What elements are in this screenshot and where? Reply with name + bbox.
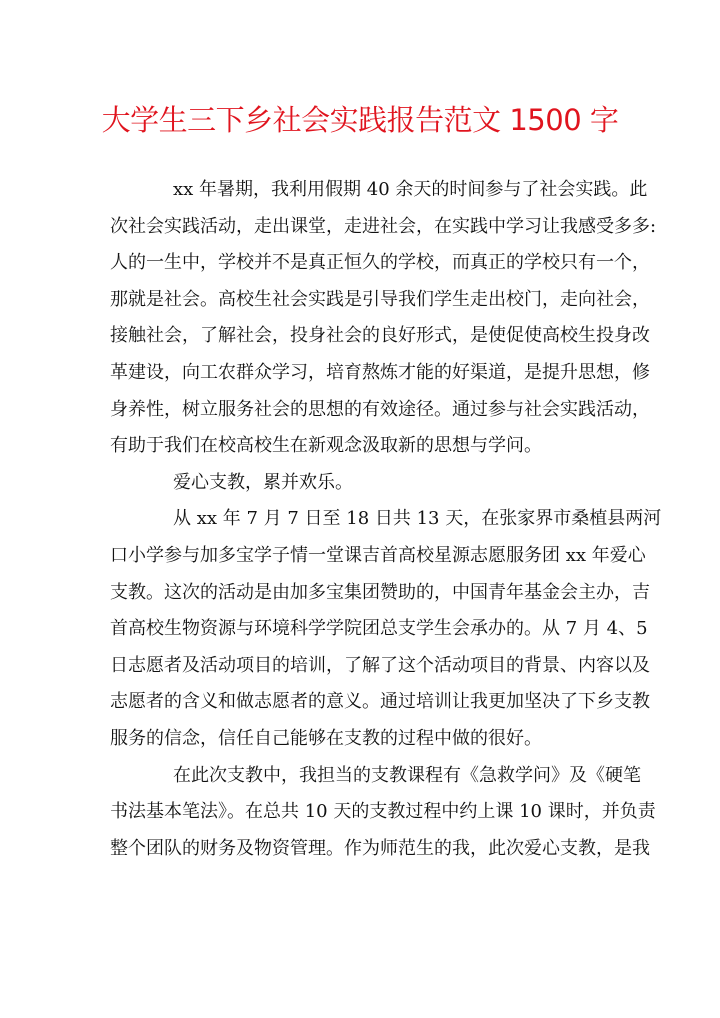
text-line: 接触社会，了解社会，投身社会的良好形式，是使促使高校生投身改	[110, 325, 650, 347]
text-line: 那就是社会。高校生社会实践是引导我们学生走出校门，走向社会，	[110, 288, 650, 310]
text-line: 志愿者的含义和做志愿者的意义。通过培训让我更加坚决了下乡支教	[110, 691, 650, 713]
text-line: 服务的信念，信任自己能够在支教的过程中做的很好。	[110, 727, 542, 749]
document-body	[110, 172, 662, 867]
text-line: 口小学参与加多宝学子情一堂课吉首高校星源志愿服务团 xx 年爱心	[110, 544, 646, 566]
text-line: 从 xx 年 7 月 7 日至 18 日共 13 天，在张家界市桑植县两河	[173, 508, 662, 530]
text-line: 身养性，树立服务社会的思想的有效途径。通过参与社会实践活动，	[110, 398, 650, 420]
text-line: 次社会实践活动，走出课堂，走进社会，在实践中学习让我感受多多:	[110, 215, 657, 237]
text-line: 革建设，向工农群众学习，培育熬炼才能的好渠道，是提升思想，修	[110, 361, 650, 383]
text-line: 整个团队的财务及物资管理。作为师范生的我，此次爱心支教，是我	[110, 837, 650, 859]
document-title: 大学生三下乡社会实践报告范文 1500 字	[101, 103, 619, 137]
text-line: 书法基本笔法》。在总共 10 天的支教过程中约上课 10 课时，并负责	[110, 801, 656, 823]
text-line: 日志愿者及活动项目的培训，了解了这个活动项目的背景、内容以及	[110, 654, 650, 676]
paragraph	[110, 465, 610, 502]
text-line: 爱心支教，累并欢乐。	[173, 471, 353, 493]
text-line: 有助于我们在校高校生在新观念汲取新的思想与学问。	[110, 435, 542, 457]
text-line: 支教。这次的活动是由加多宝集团赞助的，中国青年基金会主办，吉	[110, 581, 650, 603]
text-line: 首高校生物资源与环境科学学院团总支学生会承办的。从 7 月 4、5	[110, 618, 648, 640]
text-line: 人的一生中，学校并不是真正恒久的学校，而真正的学校只有一个，	[110, 252, 650, 274]
text-line: 在此次支教中，我担当的支教课程有《急救学问》及《硬笔	[173, 764, 641, 786]
paragraph	[110, 758, 656, 868]
text-line: xx 年暑期，我利用假期 40 余天的时间参与了社会实践。此	[173, 179, 648, 200]
paragraph	[110, 172, 657, 465]
paragraph	[110, 501, 662, 757]
